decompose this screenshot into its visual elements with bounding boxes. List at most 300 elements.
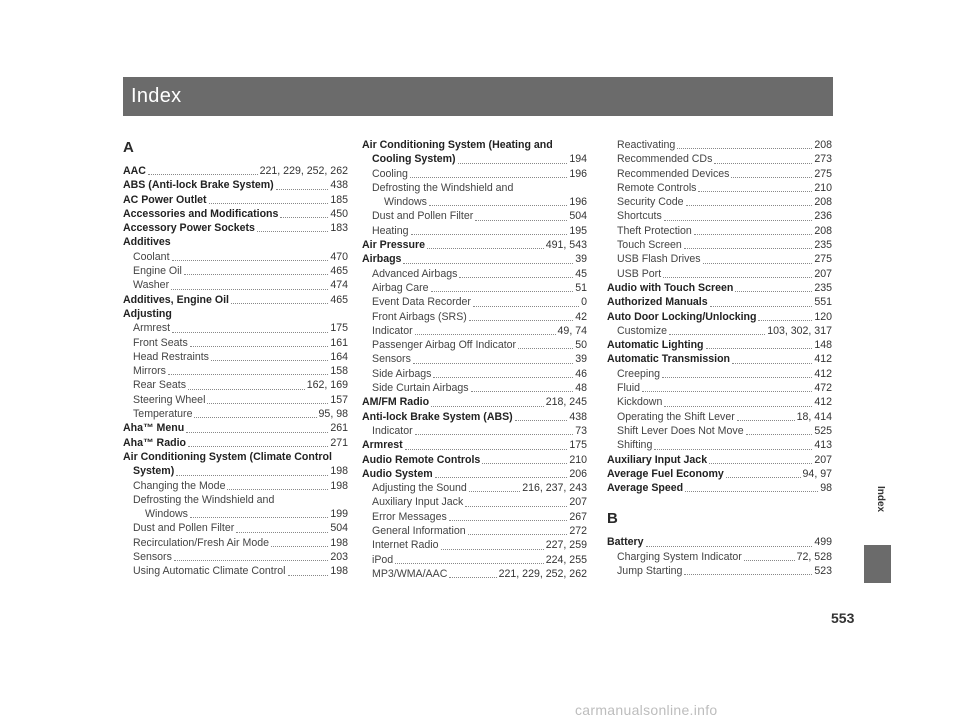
index-entry[interactable] <box>362 252 587 266</box>
entry-pages[interactable]: 218, 245 <box>545 396 587 409</box>
entry-pages[interactable]: 412 <box>814 396 832 409</box>
index-entry[interactable] <box>607 481 832 495</box>
entry-pages[interactable]: 208 <box>814 139 832 151</box>
entry-term: Changing the Mode <box>133 479 226 492</box>
entry-pages[interactable]: 275 <box>814 167 832 180</box>
index-entry[interactable] <box>607 338 832 352</box>
leader-dots <box>458 163 568 164</box>
entry-pages[interactable]: 207 <box>814 267 832 280</box>
entry-term: Front Seats <box>133 336 188 349</box>
index-entry[interactable] <box>607 310 832 324</box>
index-entry[interactable] <box>607 295 832 309</box>
entry-term: Engine Oil <box>133 265 182 278</box>
entry-term: Cooling System) <box>372 153 456 166</box>
index-subentry[interactable] <box>123 507 348 521</box>
entry-term: Internet Radio <box>372 539 439 552</box>
leader-dots <box>459 277 573 278</box>
index-entry[interactable] <box>362 410 587 424</box>
index-entry[interactable] <box>123 450 348 464</box>
entry-term: Advanced Airbags <box>372 267 458 280</box>
index-entry[interactable] <box>607 281 832 295</box>
entry-term: Automatic Transmission <box>607 353 731 366</box>
entry-pages[interactable]: 198 <box>330 465 348 478</box>
entry-term: Accessories and Modifications <box>123 207 279 220</box>
entry-pages[interactable]: 18, 414 <box>796 410 832 423</box>
entry-pages[interactable]: 412 <box>814 367 832 380</box>
index-entry[interactable] <box>123 293 348 307</box>
leader-dots <box>427 248 544 249</box>
entry-pages[interactable]: 523 <box>814 565 832 578</box>
entry-pages[interactable]: 499 <box>814 536 832 549</box>
index-subentry[interactable] <box>362 209 587 223</box>
leader-dots <box>171 289 328 290</box>
entry-pages[interactable]: 198 <box>330 536 348 549</box>
entry-term: Aha™ Menu <box>123 422 185 435</box>
leader-dots <box>172 332 328 333</box>
entry-pages[interactable]: 525 <box>814 424 832 437</box>
index-entry[interactable] <box>123 207 348 221</box>
index-entry[interactable] <box>123 221 348 235</box>
section-letter: A <box>123 139 134 156</box>
entry-term: Accessory Power Sockets <box>123 222 255 235</box>
entry-pages[interactable]: 261 <box>330 422 348 435</box>
leader-dots <box>744 560 795 561</box>
index-subentry[interactable] <box>362 281 587 295</box>
index-subentry[interactable] <box>123 393 348 407</box>
entry-pages[interactable]: 207 <box>814 453 832 466</box>
entry-term: Cooling <box>372 167 408 180</box>
entry-pages[interactable]: 49, 74 <box>557 324 587 337</box>
leader-dots <box>469 491 520 492</box>
index-subentry[interactable] <box>362 424 587 438</box>
entry-term: Indicator <box>372 324 413 337</box>
entry-pages[interactable]: 46 <box>575 367 587 380</box>
entry-pages[interactable]: 183 <box>330 222 348 235</box>
entry-pages[interactable]: 491, 543 <box>545 239 587 252</box>
leader-dots <box>731 177 812 178</box>
index-subentry[interactable] <box>123 264 348 278</box>
entry-pages[interactable]: 0 <box>581 296 587 309</box>
entry-term: Auxiliary Input Jack <box>372 496 464 509</box>
entry-term: Armrest <box>362 439 403 452</box>
entry-pages[interactable]: 470 <box>330 250 348 263</box>
entry-pages[interactable]: 450 <box>330 207 348 220</box>
entry-pages[interactable]: 39 <box>575 253 587 266</box>
entry-pages[interactable]: 235 <box>814 281 832 294</box>
leader-dots <box>663 277 812 278</box>
entry-pages[interactable]: 50 <box>575 339 587 352</box>
entry-pages[interactable]: 206 <box>569 467 587 480</box>
entry-term: Sensors <box>133 551 172 564</box>
index-subentry[interactable] <box>362 381 587 395</box>
index-subentry[interactable] <box>607 267 832 281</box>
entry-pages[interactable]: 273 <box>814 153 832 166</box>
entry-pages[interactable]: 412 <box>814 353 832 366</box>
entry-term: Windows <box>145 508 188 521</box>
leader-dots <box>405 449 568 450</box>
leader-dots <box>684 574 812 575</box>
index-subentry[interactable] <box>607 564 832 578</box>
entry-pages[interactable]: 194 <box>569 153 587 166</box>
leader-dots <box>732 363 812 364</box>
entry-term: Event Data Recorder <box>372 296 471 309</box>
index-subentry[interactable] <box>362 367 587 381</box>
index-subentry[interactable] <box>362 224 587 238</box>
index-column-2 <box>362 138 587 581</box>
index-subentry[interactable] <box>123 536 348 550</box>
entry-term: Anti-lock Brake System (ABS) <box>362 410 513 423</box>
entry-term: Charging System Indicator <box>617 550 742 563</box>
entry-term: Recommended Devices <box>617 167 730 180</box>
leader-dots <box>190 517 328 518</box>
index-column-3 <box>607 138 832 578</box>
entry-pages[interactable]: 162, 169 <box>306 379 348 392</box>
leader-dots <box>257 231 328 232</box>
entry-term: Audio System <box>362 467 433 480</box>
index-entry[interactable] <box>607 352 832 366</box>
leader-dots <box>515 420 568 421</box>
index-subentry[interactable] <box>362 495 587 509</box>
index-entry[interactable] <box>362 467 587 481</box>
entry-term: Additives <box>123 236 171 249</box>
entry-term: Jump Starting <box>617 565 683 578</box>
index-subentry[interactable] <box>607 195 832 209</box>
entry-pages[interactable]: 51 <box>575 281 587 294</box>
entry-term: Air Conditioning System (Heating and <box>362 139 553 151</box>
leader-dots <box>211 360 328 361</box>
leader-dots <box>429 205 567 206</box>
index-entry[interactable] <box>123 307 348 321</box>
entry-term: Airbag Care <box>372 281 429 294</box>
entry-term: Armrest <box>133 322 171 335</box>
entry-pages[interactable]: 438 <box>330 179 348 192</box>
entry-term: Side Airbags <box>372 367 432 380</box>
leader-dots <box>403 263 573 264</box>
entry-term: Shifting <box>617 439 653 452</box>
entry-pages[interactable]: 185 <box>330 193 348 206</box>
index-subentry[interactable] <box>362 195 587 209</box>
entry-term: Average Fuel Economy <box>607 467 724 480</box>
side-tab-marker[interactable] <box>864 545 891 583</box>
entry-term: ABS (Anti-lock Brake System) <box>123 179 274 192</box>
entry-pages[interactable]: 203 <box>330 551 348 564</box>
entry-pages[interactable]: 158 <box>330 365 348 378</box>
entry-pages[interactable]: 196 <box>569 196 587 209</box>
index-subentry[interactable] <box>123 364 348 378</box>
index-entry[interactable] <box>123 464 348 478</box>
leader-dots <box>236 532 328 533</box>
index-subentry[interactable] <box>607 381 832 395</box>
entry-pages[interactable]: 465 <box>330 265 348 278</box>
leader-dots <box>271 546 328 547</box>
entry-pages[interactable]: 120 <box>814 310 832 323</box>
index-subentry[interactable] <box>607 238 832 252</box>
entry-term: Adjusting <box>123 307 172 320</box>
index-entry[interactable] <box>123 436 348 450</box>
index-subentry[interactable] <box>362 324 587 338</box>
index-subentry[interactable] <box>607 395 832 409</box>
entry-term: Adjusting the Sound <box>372 482 467 495</box>
entry-pages[interactable]: 196 <box>569 167 587 180</box>
index-subentry[interactable] <box>123 479 348 493</box>
leader-dots <box>184 274 328 275</box>
index-subentry[interactable] <box>362 181 587 195</box>
entry-term: Windows <box>384 196 427 209</box>
leader-dots <box>449 577 496 578</box>
entry-pages[interactable]: 207 <box>569 496 587 509</box>
index-column-1 <box>123 138 348 579</box>
entry-term: Touch Screen <box>617 239 682 252</box>
leader-dots <box>431 291 574 292</box>
index-entry[interactable] <box>362 138 587 152</box>
entry-pages[interactable]: 224, 255 <box>545 553 587 566</box>
entry-term: General Information <box>372 525 466 538</box>
entry-term: Coolant <box>133 250 170 263</box>
leader-dots <box>746 434 813 435</box>
index-entry[interactable] <box>123 164 348 178</box>
entry-term: Reactivating <box>617 139 676 151</box>
leader-dots <box>168 374 328 375</box>
entry-pages[interactable]: 39 <box>575 353 587 366</box>
leader-dots <box>188 446 328 447</box>
entry-term: Passenger Airbag Off Indicator <box>372 339 517 352</box>
entry-term: Steering Wheel <box>133 393 206 406</box>
entry-term: Error Messages <box>372 510 447 523</box>
index-subentry[interactable] <box>362 352 587 366</box>
index-entry[interactable] <box>607 453 832 467</box>
index-subentry[interactable] <box>607 324 832 338</box>
index-subentry[interactable] <box>362 295 587 309</box>
entry-pages[interactable]: 275 <box>814 253 832 266</box>
index-subentry[interactable] <box>123 407 348 421</box>
index-subentry[interactable] <box>607 410 832 424</box>
entry-term: Operating the Shift Lever <box>617 410 735 423</box>
entry-pages[interactable]: 195 <box>569 224 587 237</box>
entry-pages[interactable]: 472 <box>814 382 832 395</box>
index-entry[interactable] <box>607 535 832 549</box>
index-entry[interactable] <box>362 438 587 452</box>
leader-dots <box>288 575 329 576</box>
entry-term: USB Port <box>617 267 662 280</box>
entry-term: AAC <box>123 165 146 177</box>
index-subentry[interactable] <box>607 209 832 223</box>
entry-term: Recirculation/Fresh Air Mode <box>133 536 270 549</box>
index-subentry[interactable] <box>607 550 832 564</box>
index-subentry[interactable] <box>123 321 348 335</box>
entry-pages[interactable]: 210 <box>814 181 832 194</box>
entry-pages[interactable]: 175 <box>569 439 587 452</box>
entry-pages[interactable]: 42 <box>575 310 587 323</box>
entry-pages[interactable]: 161 <box>330 336 348 349</box>
side-tab-label: Index <box>875 486 886 513</box>
entry-term: Dust and Pollen Filter <box>133 522 235 535</box>
entry-pages[interactable]: 413 <box>814 439 832 452</box>
index-subentry[interactable] <box>362 267 587 281</box>
index-subentry[interactable] <box>607 181 832 195</box>
index-subentry[interactable] <box>362 567 587 581</box>
section-letter: B <box>607 510 618 528</box>
entry-pages[interactable]: 103, 302, 317 <box>767 324 832 337</box>
leader-dots <box>194 417 316 418</box>
leader-dots <box>482 463 567 464</box>
leader-dots <box>471 391 574 392</box>
entry-term: Using Automatic Climate Control <box>133 565 286 578</box>
index-subentry[interactable] <box>607 252 832 266</box>
entry-pages[interactable]: 267 <box>569 510 587 523</box>
entry-pages[interactable]: 198 <box>330 479 348 492</box>
index-entry[interactable] <box>362 152 587 166</box>
index-subentry[interactable] <box>123 564 348 578</box>
entry-pages[interactable]: 95, 98 <box>318 408 348 421</box>
leader-dots <box>686 205 813 206</box>
entry-pages[interactable]: 235 <box>814 239 832 252</box>
index-subentry[interactable] <box>123 250 348 264</box>
leader-dots <box>710 306 813 307</box>
index-subentry[interactable] <box>362 338 587 352</box>
entry-term: Sensors <box>372 353 411 366</box>
entry-term: Air Pressure <box>362 239 426 252</box>
index-subentry[interactable] <box>123 278 348 292</box>
entry-pages[interactable]: 72, 528 <box>796 550 832 563</box>
index-subentry[interactable] <box>362 510 587 524</box>
index-entry[interactable] <box>362 453 587 467</box>
index-subentry[interactable] <box>362 538 587 552</box>
entry-pages[interactable]: 272 <box>569 525 587 538</box>
index-subentry[interactable] <box>123 521 348 535</box>
index-entry[interactable] <box>123 193 348 207</box>
entry-pages[interactable]: 164 <box>330 350 348 363</box>
leader-dots <box>518 348 573 349</box>
index-subentry[interactable] <box>607 138 832 152</box>
index-subentry[interactable] <box>362 167 587 181</box>
entry-pages[interactable]: 94, 97 <box>802 467 832 480</box>
entry-term: Auto Door Locking/Unlocking <box>607 310 757 323</box>
leader-dots <box>449 520 568 521</box>
entry-term: Customize <box>617 324 668 337</box>
entry-term: Battery <box>607 536 644 549</box>
entry-term: Average Speed <box>607 482 684 495</box>
entry-term: Air Conditioning System (Climate Control <box>123 450 332 463</box>
entry-term: Additives, Engine Oil <box>123 293 229 306</box>
leader-dots <box>694 234 813 235</box>
index-subentry[interactable] <box>362 310 587 324</box>
entry-pages[interactable]: 236 <box>814 210 832 223</box>
index-subentry[interactable] <box>123 493 348 507</box>
entry-pages[interactable]: 221, 229, 252, 262 <box>498 567 587 580</box>
leader-dots <box>176 475 328 476</box>
entry-term: Creeping <box>617 367 660 380</box>
entry-term: Automatic Lighting <box>607 339 704 352</box>
entry-term: Mirrors <box>133 365 166 378</box>
index-subentry[interactable] <box>607 152 832 166</box>
entry-pages[interactable]: 504 <box>569 210 587 223</box>
entry-pages[interactable]: 208 <box>814 196 832 209</box>
entry-pages[interactable]: 438 <box>569 410 587 423</box>
entry-pages[interactable]: 474 <box>330 279 348 292</box>
leader-dots <box>227 489 328 490</box>
index-entry[interactable] <box>123 178 348 192</box>
entry-pages[interactable]: 221, 229, 252, 262 <box>259 165 348 177</box>
index-entry[interactable] <box>362 395 587 409</box>
entry-term: AM/FM Radio <box>362 396 430 409</box>
index-subentry[interactable] <box>607 438 832 452</box>
leader-dots <box>758 320 812 321</box>
entry-pages[interactable]: 208 <box>814 224 832 237</box>
leader-dots <box>415 334 556 335</box>
leader-dots <box>410 177 567 178</box>
entry-term: Auxiliary Input Jack <box>607 453 708 466</box>
leader-dots <box>395 563 544 564</box>
entry-pages[interactable]: 216, 237, 243 <box>522 482 587 495</box>
entry-pages[interactable]: 465 <box>330 293 348 306</box>
leader-dots <box>209 203 329 204</box>
leader-dots <box>685 491 818 492</box>
entry-term: Temperature <box>133 408 193 421</box>
entry-pages[interactable]: 45 <box>575 267 587 280</box>
index-subentry[interactable] <box>123 550 348 564</box>
index-subentry[interactable] <box>607 424 832 438</box>
entry-pages[interactable]: 210 <box>569 453 587 466</box>
index-entry[interactable] <box>123 421 348 435</box>
entry-pages[interactable]: 227, 259 <box>545 539 587 552</box>
index-subentry[interactable] <box>607 224 832 238</box>
index-subentry[interactable] <box>362 481 587 495</box>
entry-term: Theft Protection <box>617 224 692 237</box>
leader-dots <box>646 546 813 547</box>
index-subentry[interactable] <box>607 167 832 181</box>
index-subentry[interactable] <box>123 378 348 392</box>
index-subentry[interactable] <box>362 524 587 538</box>
entry-pages[interactable]: 98 <box>820 482 832 495</box>
entry-pages[interactable]: 148 <box>814 339 832 352</box>
index-entry[interactable] <box>607 467 832 481</box>
entry-term: Airbags <box>362 253 402 266</box>
leader-dots <box>231 303 328 304</box>
entry-term: Head Restraints <box>133 350 209 363</box>
index-subentry[interactable] <box>123 350 348 364</box>
leader-dots <box>441 549 544 550</box>
leader-dots <box>726 477 801 478</box>
entry-pages[interactable]: 551 <box>814 296 832 309</box>
entry-pages[interactable]: 157 <box>330 393 348 406</box>
index-entry[interactable] <box>123 235 348 249</box>
entry-pages[interactable]: 199 <box>330 508 348 521</box>
leader-dots <box>703 263 813 264</box>
entry-term: Defrosting the Windshield and <box>372 181 514 194</box>
entry-pages[interactable]: 175 <box>330 322 348 335</box>
leader-dots <box>706 348 813 349</box>
leader-dots <box>669 334 765 335</box>
entry-pages[interactable]: 73 <box>575 424 587 437</box>
entry-term: Indicator <box>372 424 413 437</box>
entry-term: Audio with Touch Screen <box>607 281 734 294</box>
leader-dots <box>276 189 329 190</box>
index-subentry[interactable] <box>362 553 587 567</box>
entry-pages[interactable]: 504 <box>330 522 348 535</box>
leader-dots <box>207 403 328 404</box>
section-gap <box>607 495 832 509</box>
entry-pages[interactable]: 198 <box>330 565 348 578</box>
entry-pages[interactable]: 271 <box>330 436 348 449</box>
index-subentry[interactable] <box>607 367 832 381</box>
entry-term: AC Power Outlet <box>123 193 207 206</box>
index-entry[interactable] <box>362 238 587 252</box>
leader-dots <box>411 234 568 235</box>
entry-term: Washer <box>133 279 170 292</box>
index-subentry[interactable] <box>123 336 348 350</box>
page-number: 553 <box>831 610 855 626</box>
entry-pages[interactable]: 48 <box>575 382 587 395</box>
